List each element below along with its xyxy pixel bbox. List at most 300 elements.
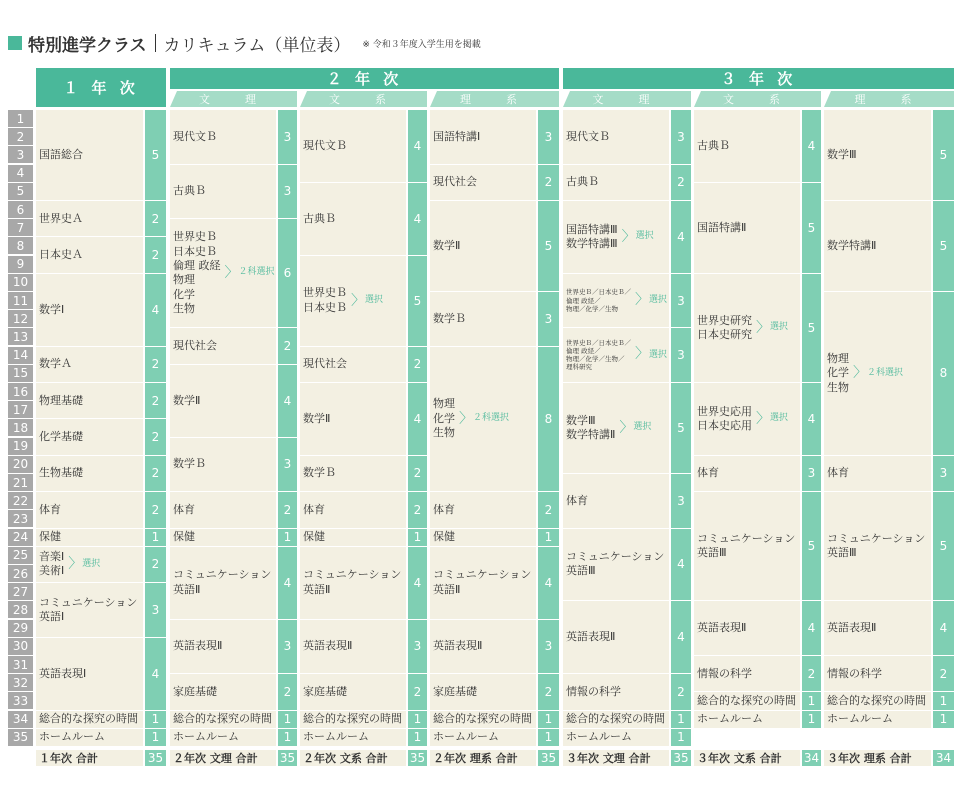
subject-name: 日本史Ｂ <box>303 300 347 314</box>
subject-name: 物理 <box>433 397 455 411</box>
subject-name: 化学 <box>827 366 849 380</box>
credit-cell: 2 <box>408 347 427 383</box>
row-number: 12 <box>8 310 33 327</box>
subject-name: 音楽Ⅰ <box>39 550 65 564</box>
subject-cell <box>36 419 143 455</box>
subject-name: 英語表現Ⅱ <box>827 621 877 635</box>
subject-cell <box>36 110 143 201</box>
year-header-2: ２ 年 次 <box>170 68 559 89</box>
subject-cell <box>694 183 800 274</box>
credit-cell: 2 <box>933 656 954 692</box>
subject-cell <box>36 547 143 583</box>
subject-name: ホームルーム <box>173 730 239 744</box>
row-number: 11 <box>8 292 33 309</box>
subject-cell <box>36 383 143 419</box>
subject-cell <box>170 492 276 528</box>
subject-cell <box>563 711 669 729</box>
subject-cell <box>36 201 143 237</box>
credit-cell: 1 <box>933 711 954 729</box>
credit-cell: 3 <box>538 110 559 165</box>
credit-cell: 4 <box>802 601 821 656</box>
credit-cell: 3 <box>671 328 691 383</box>
subject-name: 数学Ⅰ <box>39 302 65 316</box>
subject-cell <box>430 347 536 493</box>
row-number: 26 <box>8 565 33 582</box>
subject-name: 日本史Ａ <box>39 247 83 261</box>
subject-cell <box>824 456 931 492</box>
credit-cell: 2 <box>145 383 166 419</box>
subject-name: 現代文Ｂ <box>173 129 217 143</box>
credit-cell: 1 <box>278 711 297 729</box>
subject-cell <box>824 110 931 201</box>
subject-name: 数学Ⅱ <box>303 411 331 425</box>
page-title: 特別進学クラス <box>28 35 147 56</box>
row-number: 31 <box>8 656 33 673</box>
selection-tag: 〉 選択 <box>622 228 654 246</box>
credit-cell: 2 <box>278 492 297 528</box>
subject-name: ホームルーム <box>566 730 632 744</box>
subject-name: 英語表現Ⅱ <box>566 630 616 644</box>
subject-cell <box>300 674 406 710</box>
subject-cell <box>824 656 931 692</box>
subject-cell <box>36 456 143 492</box>
row-number: 16 <box>8 383 33 400</box>
credit-cell: 3 <box>278 438 297 493</box>
subject-cell <box>36 492 143 528</box>
subject-name: 倫理 政経／ <box>566 296 601 305</box>
total-credits: 35 <box>409 751 426 765</box>
subject-name: 生物基礎 <box>39 466 83 480</box>
subject-name: 世界史Ｂ／日本史Ｂ／ <box>566 288 631 297</box>
subject-name: 日本史Ｂ <box>173 244 217 258</box>
selection-tag: 〉 ２科選択 <box>853 364 903 382</box>
subject-name: 国語特講Ⅱ <box>697 220 747 234</box>
subject-cell <box>300 547 406 620</box>
subject-name: 現代社会 <box>173 338 217 352</box>
credit-cell: 2 <box>145 547 166 583</box>
subject-name: 情報の科学 <box>697 666 752 680</box>
subject-name: 生物 <box>827 380 849 394</box>
credit-cell: 3 <box>538 620 559 675</box>
title-note: ※ 令和３年度入学生用を掲載 <box>362 39 481 50</box>
subject-name: コミュニケーション英語Ⅱ <box>303 568 402 596</box>
total-label: ３年次 文理 合計 <box>563 750 669 766</box>
subject-cell <box>563 474 669 529</box>
selection-tag: 〉 選択 <box>619 419 651 437</box>
subject-name: 家庭基礎 <box>433 684 477 698</box>
subject-cell <box>430 674 536 710</box>
subject-name: 世界史Ａ <box>39 211 83 225</box>
credit-cell: 3 <box>671 110 691 165</box>
subject-cell <box>430 729 536 747</box>
row-number: 9 <box>8 256 33 273</box>
subject-cell <box>170 674 276 710</box>
subject-cell <box>430 292 536 347</box>
credit-cell: 4 <box>408 183 427 256</box>
row-number: 19 <box>8 438 33 455</box>
selection-tag: 〉 選択 <box>68 555 100 573</box>
credit-cell: 2 <box>408 456 427 492</box>
subject-cell <box>170 165 276 220</box>
row-number: 23 <box>8 510 33 527</box>
credit-cell: 2 <box>145 201 166 237</box>
subject-cell <box>824 692 931 710</box>
row-number: 5 <box>8 183 33 200</box>
credit-cell: 4 <box>671 601 691 674</box>
subject-cell <box>170 365 276 438</box>
subject-name: 古典Ｂ <box>697 138 730 152</box>
subject-name: 保健 <box>303 530 325 544</box>
subject-cell <box>170 620 276 675</box>
total-label: ３年次 文系 合計 <box>694 750 800 766</box>
subject-cell <box>563 729 669 747</box>
subject-name: 国語特講Ⅲ <box>566 222 618 236</box>
credit-cell: 1 <box>145 711 166 729</box>
row-number: 20 <box>8 456 33 473</box>
total-credits: 34 <box>803 751 820 765</box>
credit-cell: 5 <box>145 110 166 201</box>
credit-cell: 2 <box>145 456 166 492</box>
subject-cell <box>694 601 800 656</box>
subject-cell <box>563 274 669 329</box>
subject-cell <box>563 529 669 602</box>
selection-tag: 〉 選択 <box>756 319 788 337</box>
subject-name: 倫理 政経／ <box>566 347 601 356</box>
subject-cell <box>694 110 800 183</box>
row-number: 27 <box>8 583 33 600</box>
credit-cell: 5 <box>933 201 954 292</box>
subject-name: 体育 <box>173 502 195 516</box>
subject-name: 英語表現Ⅱ <box>433 639 483 653</box>
total-credits: 35 <box>671 750 691 766</box>
credit-cell: 5 <box>802 274 821 383</box>
subject-name: 数学特講Ⅲ <box>566 236 618 250</box>
subject-name: 世界史Ｂ <box>303 286 347 300</box>
subject-cell <box>824 292 931 456</box>
credit-cell: 6 <box>278 219 297 328</box>
subject-name: 英語表現Ⅱ <box>173 639 223 653</box>
subject-name: 体育 <box>827 466 849 480</box>
credit-cell: 2 <box>408 674 427 710</box>
credit-cell: 1 <box>538 729 559 747</box>
subject-name: 日本史応用 <box>697 418 752 432</box>
subject-name: 現代文Ｂ <box>303 138 347 152</box>
subject-cell <box>824 601 931 656</box>
header-square-icon <box>8 36 22 50</box>
row-number: 17 <box>8 401 33 418</box>
credit-cell: 4 <box>802 383 821 456</box>
subject-name: 数学Ⅲ <box>566 413 596 427</box>
subject-cell <box>170 219 276 328</box>
subject-cell <box>300 729 406 747</box>
subject-name: 現代社会 <box>303 357 347 371</box>
subject-cell <box>694 274 800 383</box>
credit-cell: 5 <box>802 492 821 601</box>
row-number: 24 <box>8 529 33 546</box>
subject-cell <box>300 529 406 547</box>
subject-name: 総合的な探究の時間 <box>39 712 138 726</box>
subject-cell <box>430 165 536 201</box>
subject-cell <box>36 274 143 347</box>
credit-cell: 4 <box>538 547 559 620</box>
credit-cell: 1 <box>933 692 954 710</box>
credit-cell: 2 <box>538 165 559 201</box>
subject-cell <box>170 328 276 364</box>
subject-cell <box>300 383 406 456</box>
credit-cell: 3 <box>933 456 954 492</box>
subject-cell <box>300 347 406 383</box>
selection-tag: 〉 ２科選択 <box>225 264 275 282</box>
credit-cell: 3 <box>278 110 297 165</box>
row-number: 14 <box>8 347 33 364</box>
page-subtitle: カリキュラム（単位表） <box>163 35 351 56</box>
credit-cell: 4 <box>278 365 297 438</box>
track-header-y2-rikei: 理 系 <box>430 91 559 107</box>
credit-cell: 4 <box>278 547 297 620</box>
subject-name: 数学Ｂ <box>173 457 206 471</box>
credit-cell: 4 <box>408 547 427 620</box>
credit-cell: 4 <box>408 110 427 183</box>
subject-name: 家庭基礎 <box>173 684 217 698</box>
row-number: 18 <box>8 419 33 436</box>
subject-name: 体育 <box>697 466 719 480</box>
subject-name: 数学特講Ⅱ <box>566 428 616 441</box>
credit-cell: 3 <box>145 583 166 638</box>
credit-cell: 2 <box>671 165 691 201</box>
subject-cell <box>563 383 669 474</box>
subject-name: 倫理 政経 <box>173 258 221 272</box>
subject-cell <box>36 529 143 547</box>
subject-cell <box>430 529 536 547</box>
subject-cell <box>563 328 669 383</box>
credit-cell: 4 <box>802 110 821 183</box>
subject-name: 国語総合 <box>39 147 83 161</box>
subject-name: 数学Ⅱ <box>173 393 201 407</box>
row-number: 13 <box>8 328 33 345</box>
subject-name: 化学基礎 <box>39 429 83 443</box>
row-number: 10 <box>8 274 33 291</box>
subject-name: 総合的な探究の時間 <box>566 712 665 726</box>
row-number: 7 <box>8 219 33 236</box>
credit-cell: 3 <box>802 456 821 492</box>
row-number: 28 <box>8 601 33 618</box>
subject-name: コミュニケーション英語Ⅲ <box>697 531 796 560</box>
subject-cell <box>170 711 276 729</box>
row-number: 30 <box>8 638 33 655</box>
subject-name: ホームルーム <box>433 730 499 744</box>
year-header-3: ３ 年 次 <box>563 68 954 89</box>
subject-cell <box>694 383 800 456</box>
subject-cell <box>563 201 669 274</box>
subject-cell <box>824 201 931 292</box>
subject-name: 情報の科学 <box>827 666 882 680</box>
total-label: ２年次 文系 合計 <box>300 750 406 766</box>
subject-cell <box>824 711 931 729</box>
credit-cell: 3 <box>538 292 559 347</box>
subject-cell <box>36 347 143 383</box>
subject-name: ホームルーム <box>827 712 893 726</box>
credit-cell: 1 <box>278 729 297 747</box>
subject-name: コミュニケーション英語Ⅲ <box>827 531 926 560</box>
subject-name: 数学Ⅱ <box>433 238 461 252</box>
total-credits: 35 <box>538 750 559 766</box>
subject-cell <box>170 547 276 620</box>
subject-name: 物理 <box>827 351 849 365</box>
row-number: 8 <box>8 237 33 254</box>
subject-cell <box>36 237 143 273</box>
subject-name: 物理基礎 <box>39 393 83 407</box>
credit-cell: 1 <box>278 529 297 547</box>
subject-name: 保健 <box>433 530 455 544</box>
row-number: 3 <box>8 146 33 163</box>
row-number: 29 <box>8 620 33 637</box>
subject-cell <box>563 110 669 165</box>
credit-cell: 5 <box>671 383 691 474</box>
subject-cell <box>300 256 406 347</box>
credit-cell: 1 <box>408 729 427 747</box>
credit-cell: 4 <box>671 201 691 274</box>
credit-cell: 1 <box>145 529 166 547</box>
credit-cell: 1 <box>671 711 691 729</box>
row-number: 22 <box>8 492 33 509</box>
credit-cell: 2 <box>538 674 559 710</box>
subject-name: 数学Ｂ <box>303 466 336 480</box>
subject-cell <box>430 620 536 675</box>
subject-cell <box>36 638 143 711</box>
subject-name: 物理／化学／生物 <box>566 304 618 313</box>
subject-name: 数学Ⅲ <box>827 147 857 161</box>
row-number: 2 <box>8 128 33 145</box>
credit-cell: 2 <box>145 237 166 273</box>
subject-name: 現代社会 <box>433 175 477 189</box>
selection-tag: 〉 選択 <box>756 410 788 428</box>
subject-name: 生物 <box>173 301 195 315</box>
credit-cell: 1 <box>408 711 427 729</box>
subject-cell <box>300 620 406 675</box>
credit-cell: 2 <box>408 492 427 528</box>
credit-cell: 5 <box>802 183 821 274</box>
subject-name: 体育 <box>433 502 455 516</box>
row-number: 4 <box>8 165 33 182</box>
subject-cell <box>170 438 276 493</box>
credit-cell: 5 <box>933 110 954 201</box>
track-header-y2-bunkei: 文 系 <box>300 91 427 107</box>
subject-name: 家庭基礎 <box>303 684 347 698</box>
credit-cell: 3 <box>278 165 297 220</box>
row-number: 21 <box>8 474 33 491</box>
row-number: 32 <box>8 674 33 691</box>
track-header-y3-bunri: 文 理 <box>563 91 691 107</box>
credit-cell: 2 <box>278 674 297 710</box>
subject-cell <box>300 183 406 256</box>
subject-cell <box>430 547 536 620</box>
subject-cell <box>694 711 800 729</box>
subject-cell <box>430 711 536 729</box>
credit-cell: 5 <box>933 492 954 601</box>
subject-name: 総合的な探究の時間 <box>433 712 532 726</box>
subject-cell <box>694 656 800 692</box>
title-divider <box>155 34 156 52</box>
subject-name: 古典Ｂ <box>303 211 336 225</box>
subject-name: 国語特講Ⅰ <box>433 129 481 143</box>
credit-cell: 8 <box>538 347 559 493</box>
subject-cell <box>563 674 669 710</box>
subject-name: 総合的な探究の時間 <box>173 712 272 726</box>
page-header <box>8 32 481 54</box>
credit-cell: 2 <box>538 492 559 528</box>
subject-name: コミュニケーション英語Ⅱ <box>173 568 272 596</box>
credit-cell: 2 <box>671 674 691 710</box>
subject-name: 数学Ｂ <box>433 311 466 325</box>
total-credits: 35 <box>145 750 166 766</box>
subject-name: 現代文Ｂ <box>566 129 610 143</box>
subject-cell <box>300 110 406 183</box>
total-credits: 34 <box>933 750 954 766</box>
credit-cell: 3 <box>671 274 691 329</box>
row-number: 35 <box>8 729 33 746</box>
subject-name: コミュニケーション英語Ⅱ <box>433 568 532 596</box>
subject-name: 体育 <box>303 502 325 516</box>
credit-cell: 4 <box>933 601 954 656</box>
subject-name: 英語表現Ⅱ <box>303 639 353 653</box>
subject-name: 保健 <box>39 530 61 544</box>
subject-cell <box>36 729 143 747</box>
credit-cell: 8 <box>933 292 954 456</box>
subject-cell <box>170 110 276 165</box>
subject-name: 情報の科学 <box>566 684 621 698</box>
subject-name: 世界史Ｂ <box>173 230 217 244</box>
subject-name: 化学 <box>433 411 455 425</box>
total-credits: 35 <box>279 751 296 765</box>
subject-cell <box>300 456 406 492</box>
credit-cell: 2 <box>278 328 297 364</box>
credit-cell: 4 <box>145 274 166 347</box>
credit-cell: 1 <box>802 692 821 710</box>
credit-cell: 1 <box>145 729 166 747</box>
subject-name: 物理／化学／生物／ <box>566 355 625 364</box>
credit-cell: 2 <box>145 492 166 528</box>
subject-name: 物理 <box>173 273 195 287</box>
subject-cell <box>824 492 931 601</box>
row-number: 25 <box>8 547 33 564</box>
subject-cell <box>694 492 800 601</box>
row-number: 1 <box>8 110 33 127</box>
subject-name: 英語表現Ⅱ <box>697 621 747 635</box>
track-header-y2-bunri: 文 理 <box>170 91 297 107</box>
selection-tag: 〉 選択 <box>351 292 383 310</box>
subject-name: 理科研究 <box>566 363 592 372</box>
subject-cell <box>430 110 536 165</box>
subject-name: 世界史研究 <box>697 313 752 327</box>
track-header-y3-rikei: 理 系 <box>824 91 954 107</box>
selection-tag: 〉 ２科選択 <box>459 410 509 428</box>
credit-cell: 4 <box>671 529 691 602</box>
subject-cell <box>300 711 406 729</box>
subject-name: 日本史研究 <box>697 327 752 341</box>
subject-name: コミュニケーション英語Ⅰ <box>39 595 138 623</box>
credit-cell: 4 <box>145 638 166 711</box>
subject-name: 古典Ｂ <box>173 184 206 198</box>
credit-cell: 3 <box>671 474 691 529</box>
track-header-y3-bunkei: 文 系 <box>694 91 821 107</box>
subject-name: ホームルーム <box>697 712 763 726</box>
selection-tag: 〉 選択 <box>635 292 667 310</box>
subject-name: 総合的な探究の時間 <box>303 712 402 726</box>
subject-name: 英語表現Ⅰ <box>39 666 87 680</box>
subject-name: 化学 <box>173 287 195 301</box>
subject-cell <box>170 529 276 547</box>
total-label: ２年次 文理 合計 <box>170 750 276 766</box>
